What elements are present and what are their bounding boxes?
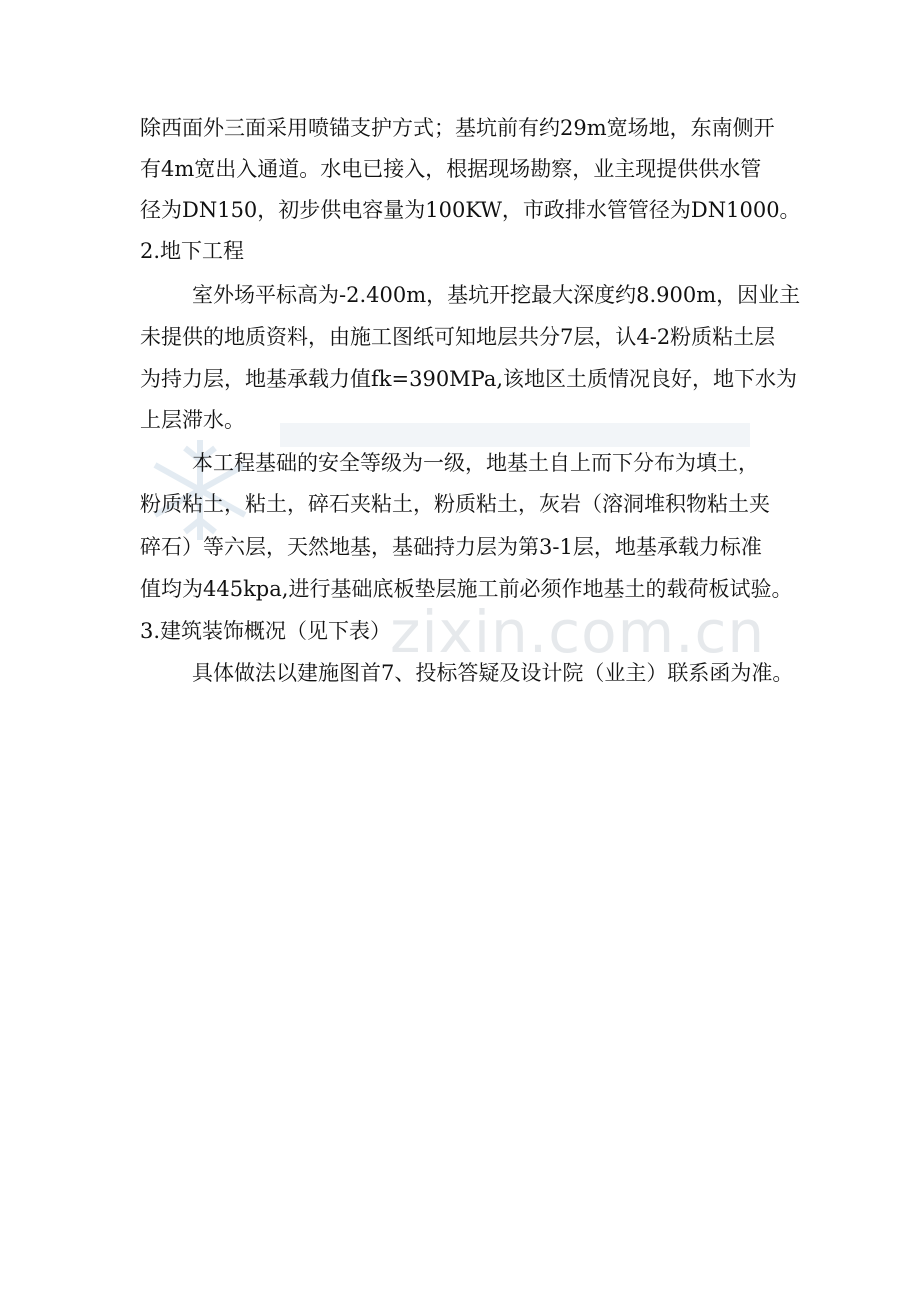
paragraph-line: 除西面外三面采用喷锚支护方式；基坑前有约29m宽场地，东南侧开 <box>140 116 775 140</box>
paragraph-line: 碎石）等六层，天然地基，基础持力层为第3-1层，地基承载力标准 <box>140 535 762 559</box>
paragraph-line: 值均为445kpa,进行基础底板垫层施工前必须作地基土的载荷板试验。 <box>140 577 793 601</box>
paragraph-line: 室外场平标高为-2.400m，基坑开挖最大深度约8.900m，因业主 <box>192 283 801 307</box>
paragraph-line: 有4m宽出入通道。水电已接入，根据现场勘察，业主现提供供水管 <box>140 157 762 181</box>
paragraph-line: 未提供的地质资料，由施工图纸可知地层共分7层，认4-2粉质粘土层 <box>140 325 776 349</box>
section-heading: 3.建筑装饰概况（见下表） <box>140 619 392 643</box>
watermark-text: zixin.com.cn <box>390 598 766 666</box>
paragraph-line: 径为DN150，初步供电容量为100KW，市政排水管管径为DN1000。 <box>140 198 801 222</box>
paragraph-line: 为持力层，地基承载力值fk=390MPa,该地区土质情况良好，地下水为 <box>140 367 798 391</box>
section-heading: 2.地下工程 <box>140 239 245 263</box>
paragraph-line: 具体做法以建施图首7、投标答疑及设计院（业主）联系函为准。 <box>192 661 794 685</box>
paragraph-line: 上层滞水。 <box>140 408 245 432</box>
paragraph-line: 粉质粘土，粘土，碎石夹粘土，粉质粘土，灰岩（溶洞堆积物粘土夹 <box>140 492 770 516</box>
paragraph-line: 本工程基础的安全等级为一级，地基土自上而下分布为填土， <box>192 451 759 475</box>
